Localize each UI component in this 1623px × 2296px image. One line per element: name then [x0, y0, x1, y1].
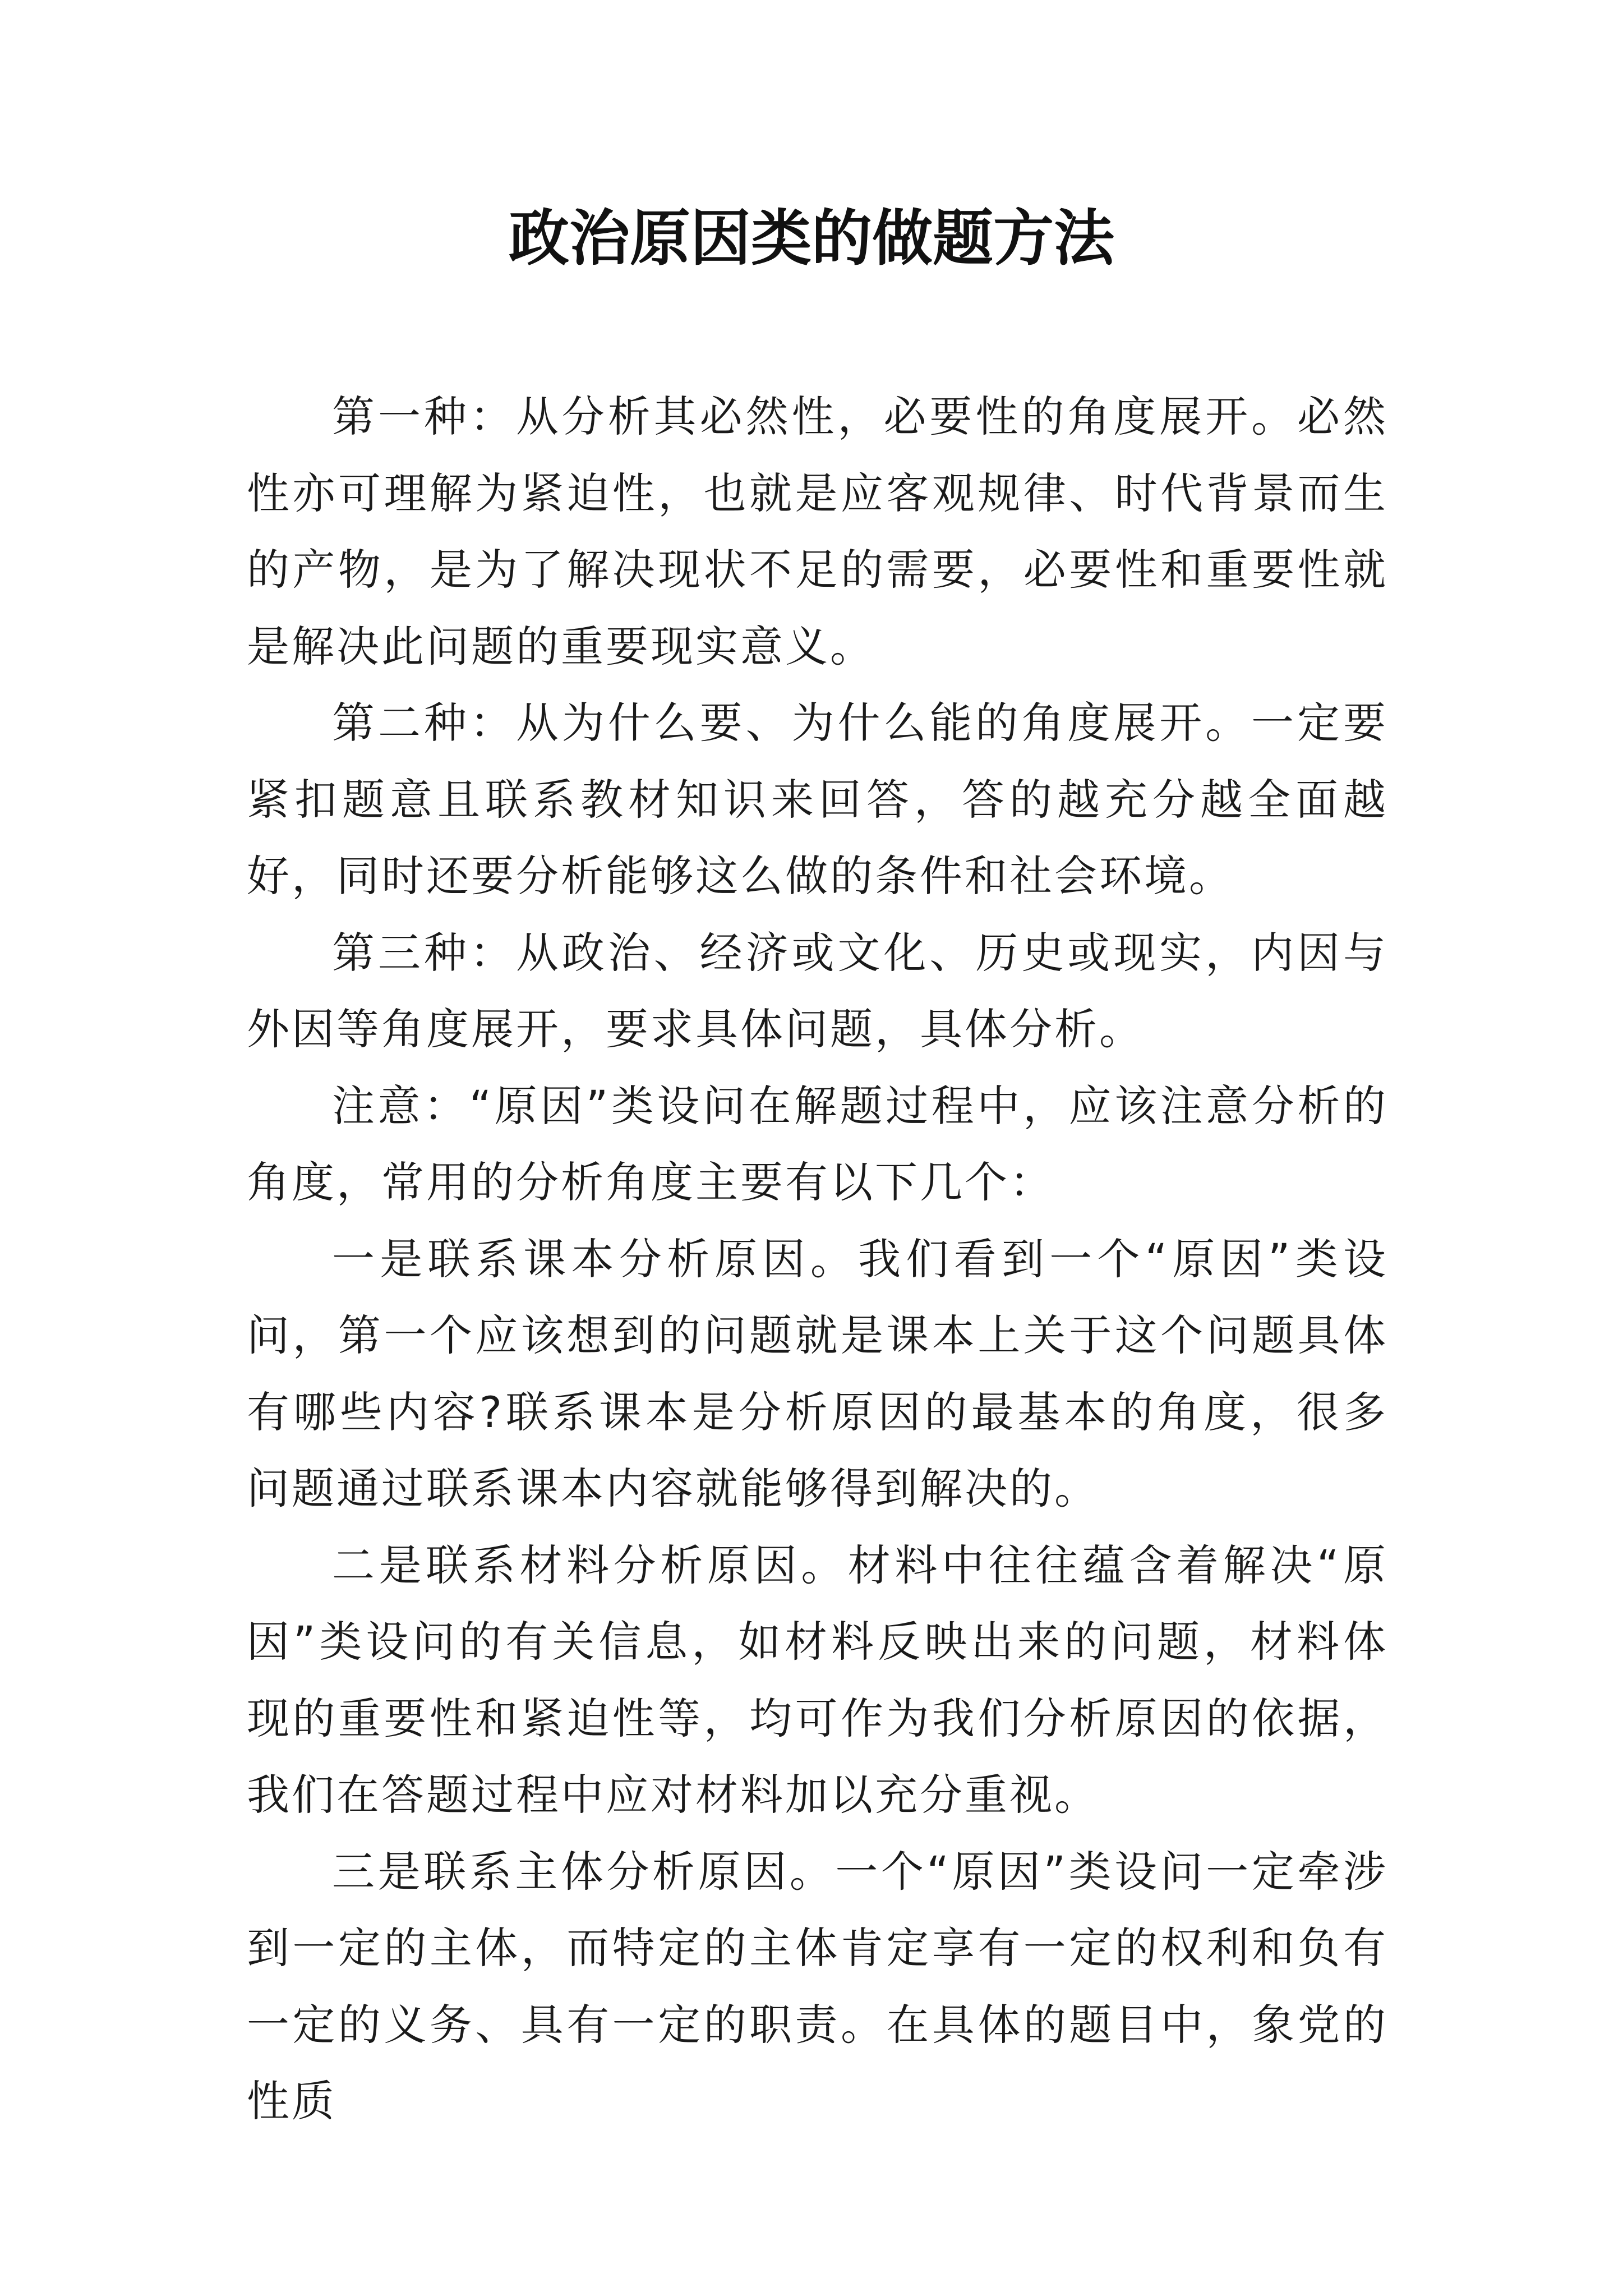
paragraph-angle-subject: 三是联系主体分析原因。一个“原因”类设问一定牵涉到一定的主体，而特定的主体肯定享有一定的权利和负有一定的义务、具有一定的职责。在具体的题目中，象党的性质: [247, 1846, 1388, 2126]
paragraph-method-3: 第三种：从政治、经济或文化、历史或现实，内因与外因等角度展开，要求具体问题，具体分析。: [247, 927, 1388, 1054]
document-body: [247, 379, 1388, 2140]
paragraph-note: 注意：“原因”类设问在解题过程中，应该注意分析的角度，常用的分析角度主要有以下几个：: [247, 1080, 1388, 1207]
paragraph-method-2: 第二种：从为什么要、为什么能的角度展开。一定要紧扣题意且联系教材知识来回答，答的越充分越全面越好，同时还要分析能够这么做的条件和社会环境。: [247, 698, 1388, 901]
document-title: 政治原因类的做题方法: [508, 203, 1114, 274]
paragraph-angle-material: 二是联系材料分析原因。材料中往往蕴含着解决“原因”类设问的有关信息，如材料反映出来的问题，材料体现的重要性和紧迫性等，均可作为我们分析原因的依据，我们在答题过程中应对材料加以充分重视。: [247, 1540, 1388, 1820]
paragraph-method-1: 第一种：从分析其必然性，必要性的角度展开。必然性亦可理解为紧迫性，也就是应客观规律、时代背景而生的产物，是为了解决现状不足的需要，必要性和重要性就是解决此问题的重要现实意义。: [247, 392, 1388, 671]
paragraph-angle-textbook: 一是联系课本分析原因。我们看到一个“原因”类设问，第一个应该想到的问题就是课本上关于这个问题具体有哪些内容?联系课本是分析原因的最基本的角度，很多问题通过联系课本内容就能够得到解决的。: [247, 1234, 1388, 1513]
